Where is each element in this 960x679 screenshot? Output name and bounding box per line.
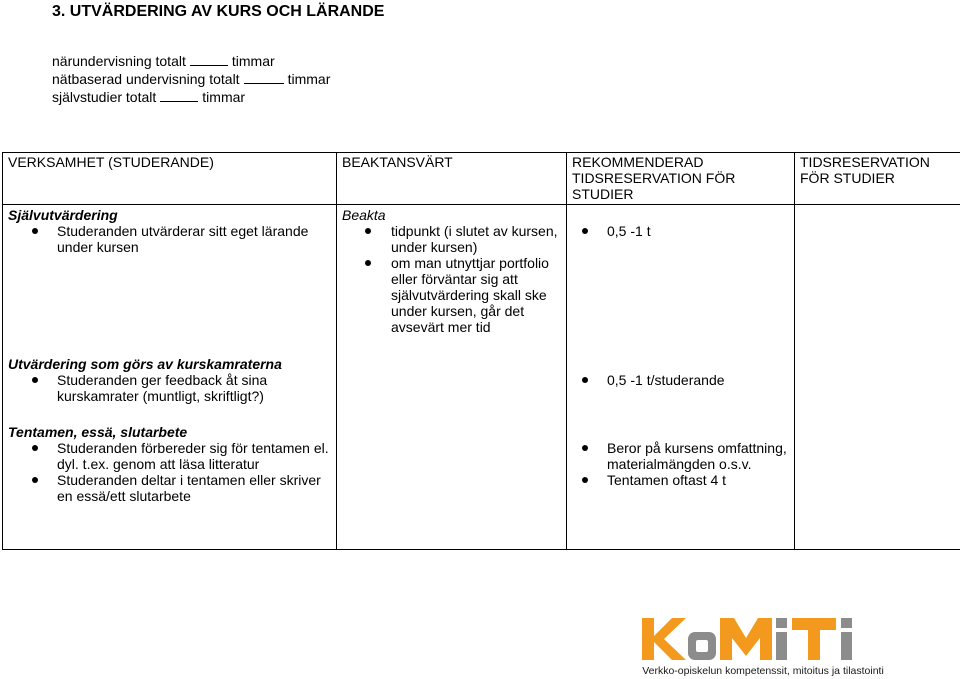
time-reservation-cell[interactable] xyxy=(795,422,960,550)
consider-cell xyxy=(337,422,567,550)
list-item: tidpunkt (i slutet av kursen, under kursen) xyxy=(342,223,561,255)
consider-cell xyxy=(337,354,567,422)
list-item: 0,5 -1 t xyxy=(572,223,789,239)
contact-hours-label: närundervisning totalt xyxy=(52,53,186,69)
list-item: Studeranden deltar i tentamen eller skriver en essä/ett slutarbete xyxy=(8,472,331,504)
contact-hours-unit: timmar xyxy=(231,53,275,69)
online-hours-label: nätbaserad undervisning totalt xyxy=(52,71,240,87)
recommended-cell xyxy=(567,422,795,550)
section-heading: 3. UTVÄRDERING AV KURS OCH LÄRANDE xyxy=(52,3,385,20)
recommended-list xyxy=(572,372,789,388)
list-item: Studeranden förbereder sig för tentamen el. dyl. t.ex. genom att läsa litteratur xyxy=(8,440,331,472)
recommended-cell xyxy=(567,354,795,422)
list-item: Studeranden ger feedback åt sina kurskamrater (muntligt, skriftligt?) xyxy=(8,372,331,404)
self-study-hours-label: självstudier totalt xyxy=(52,89,157,105)
self-study-hours-line xyxy=(52,88,330,106)
consider-cell xyxy=(337,205,567,354)
consider-label: Beakta xyxy=(342,207,386,223)
evaluation-table xyxy=(2,152,960,550)
table-row xyxy=(3,422,960,550)
table-header-row xyxy=(3,153,960,205)
recommended-list xyxy=(572,223,789,239)
list-item: 0,5 -1 t/studerande xyxy=(572,372,789,388)
table-row xyxy=(3,205,960,354)
time-reservation-cell[interactable] xyxy=(795,354,960,422)
list-item: Studeranden utvärderar sitt eget lärande under kursen xyxy=(8,223,331,255)
online-hours-unit: timmar xyxy=(287,71,331,87)
komiti-logo xyxy=(640,614,886,679)
time-reservation-cell[interactable] xyxy=(795,205,960,354)
activity-list xyxy=(8,440,331,504)
activity-cell xyxy=(3,422,337,550)
contact-hours-blank[interactable] xyxy=(190,53,228,66)
self-study-hours-blank[interactable] xyxy=(160,89,198,102)
row-title: Tentamen, essä, slutarbete xyxy=(8,423,188,440)
activity-cell xyxy=(3,205,337,354)
list-item: Tentamen oftast 4 t xyxy=(572,472,789,488)
contact-hours-line xyxy=(52,52,330,70)
online-hours-blank[interactable] xyxy=(244,71,284,84)
recommended-list xyxy=(572,440,789,488)
hours-summary xyxy=(52,52,330,106)
row-title: Självutvärdering xyxy=(8,207,118,223)
header-activity: VERKSAMHET (STUDERANDE) xyxy=(3,153,337,205)
consider-list xyxy=(342,223,561,335)
logo-tagline: Verkko-opiskelun kompetenssit, mitoitus ja tilastointi xyxy=(642,665,884,677)
activity-list xyxy=(8,372,331,404)
self-study-hours-unit: timmar xyxy=(202,89,246,105)
header-time-reservation: TIDSRESERVATION FÖR STUDIER xyxy=(795,153,960,205)
list-item: om man utnyttjar portfolio eller förväntar sig att självutvärdering skall ske under kursen, går det avsevärt mer tid xyxy=(342,255,561,335)
komiti-wordmark-icon xyxy=(640,614,886,664)
table-row xyxy=(3,354,960,422)
activity-list xyxy=(8,223,331,255)
row-title: Utvärdering som görs av kurskamraterna xyxy=(8,355,282,372)
recommended-cell xyxy=(567,205,795,354)
header-consider: BEAKTANSVÄRT xyxy=(337,153,567,205)
online-hours-line xyxy=(52,70,330,88)
header-recommended-time: REKOMMENDERAD TIDSRESERVATION FÖR STUDIER xyxy=(567,153,795,205)
activity-cell xyxy=(3,354,337,422)
list-item: Beror på kursens omfattning, materialmängden o.s.v. xyxy=(572,440,789,472)
